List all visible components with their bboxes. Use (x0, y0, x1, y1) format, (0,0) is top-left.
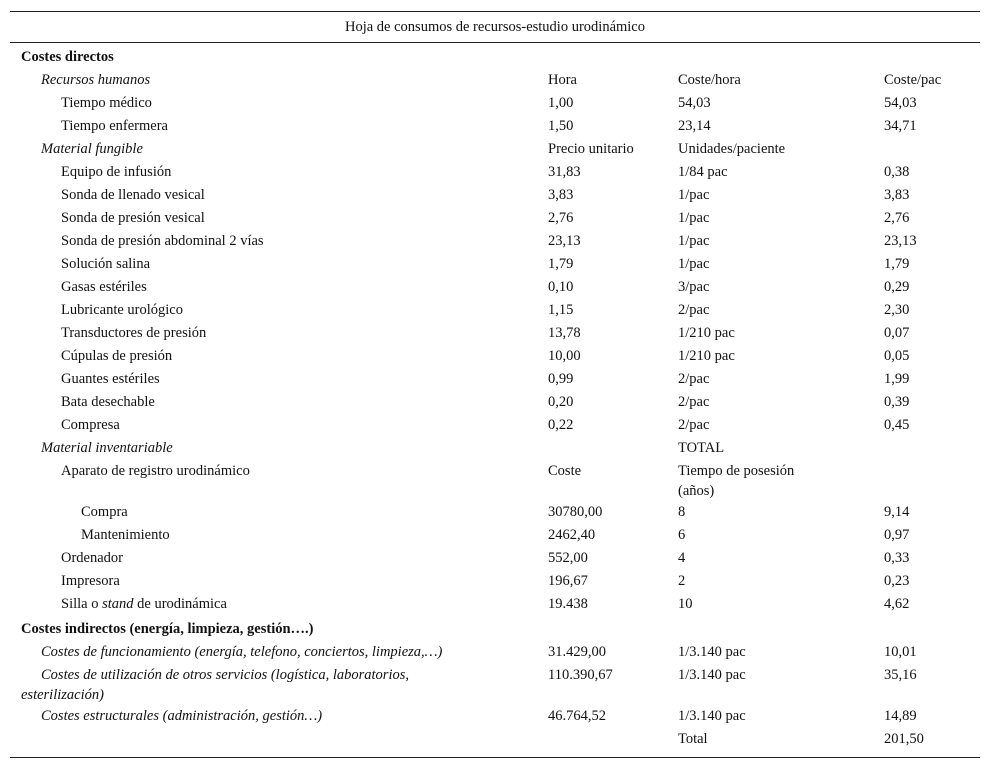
row-value-a: 552,00 (548, 550, 588, 566)
row-label: Costes estructurales (administración, gestión…) (41, 708, 323, 724)
row-value-b: 1/pac (678, 256, 710, 272)
row-label: Solución salina (61, 256, 151, 272)
human-h2: Hora (548, 72, 577, 88)
row-value-c: 1,79 (884, 256, 910, 272)
device-name: Aparato de registro urodinámico (61, 463, 250, 479)
row-label: Compresa (61, 417, 120, 433)
row-label: Cúpulas de presión (61, 348, 173, 364)
row-value-a: 30780,00 (548, 504, 603, 520)
section-indirect-label: Costes indirectos (energía, limpieza, gestión….) (21, 621, 314, 637)
row-label: Sonda de presión abdominal 2 vías (61, 233, 264, 249)
row-value-c: 0,97 (884, 527, 910, 543)
row-value-b: 54,03 (678, 95, 711, 111)
table-row (10, 322, 980, 345)
device-row (10, 460, 980, 501)
row-value-b: 2/pac (678, 394, 710, 410)
silla-c: 4,62 (884, 596, 910, 612)
inventory-total: TOTAL (678, 440, 725, 456)
inventory-header-row (10, 437, 980, 460)
row-value-a: 0,99 (548, 371, 574, 387)
table-row (10, 705, 980, 728)
row-label: Ordenador (61, 550, 124, 566)
table-row (10, 391, 980, 414)
table-row (10, 547, 980, 570)
row-value-c: 0,29 (884, 279, 910, 295)
silla-row (10, 593, 980, 616)
row-value-a: 0,20 (548, 394, 574, 410)
row-value-b: 1/210 pac (678, 325, 735, 341)
row-value-a: 110.390,67 (548, 667, 613, 683)
row-value-c: 2,30 (884, 302, 910, 318)
fungible-header-row (10, 138, 980, 161)
silla-b: 10 (678, 596, 693, 612)
row-value-c: 2,76 (884, 210, 910, 226)
row-value-a: 13,78 (548, 325, 581, 341)
row-value-a: 0,22 (548, 417, 574, 433)
row-value-b: 4 (678, 550, 686, 566)
row-value-c: 0,07 (884, 325, 910, 341)
row-value-b: 1/pac (678, 210, 710, 226)
row-value-a: 2462,40 (548, 527, 596, 543)
row-label: Bata desechable (61, 394, 155, 410)
fungible-label: Material fungible (41, 141, 143, 157)
row-value-b: 6 (678, 527, 686, 543)
human-header-row (10, 69, 980, 92)
fungible-h3: Unidades/paciente (678, 141, 786, 157)
device-h2: Coste (548, 463, 582, 479)
table-row (10, 161, 980, 184)
row-value-c: 14,89 (884, 708, 917, 724)
row-value-c: 0,33 (884, 550, 910, 566)
row-value-a: 2,76 (548, 210, 574, 226)
fungible-rows (10, 161, 980, 437)
row-value-a: 0,10 (548, 279, 574, 295)
table-row (10, 253, 980, 276)
device-h3: Tiempo de posesión (años) (678, 463, 795, 499)
device-sub-rows (10, 501, 980, 547)
human-rows (10, 92, 980, 138)
row-value-c: 1,99 (884, 371, 910, 387)
table-row (10, 414, 980, 437)
row-value-a: 10,00 (548, 348, 581, 364)
row-label: Sonda de presión vesical (61, 210, 205, 226)
section-direct-label: Costes directos (21, 49, 114, 65)
row-value-b: 1/3.140 pac (678, 667, 746, 683)
fungible-h2: Precio unitario (548, 141, 634, 157)
table-row (10, 299, 980, 322)
row-value-a: 1,00 (548, 95, 574, 111)
row-value-a: 31.429,00 (548, 644, 606, 660)
row-label: Guantes estériles (61, 371, 160, 387)
final-total-row (10, 728, 980, 751)
row-value-a: 31,83 (548, 164, 581, 180)
row-value-c: 54,03 (884, 95, 917, 111)
row-value-b: 1/3.140 pac (678, 644, 746, 660)
inventory-label: Material inventariable (41, 440, 173, 456)
table-row (10, 184, 980, 207)
final-total-value: 201,50 (884, 731, 924, 747)
row-label: Lubricante urológico (61, 302, 183, 318)
human-h3: Coste/hora (678, 72, 741, 88)
table-row (10, 524, 980, 547)
table-row (10, 276, 980, 299)
row-value-b: 3/pac (678, 279, 710, 295)
table-row (10, 230, 980, 253)
human-h4: Coste/pac (884, 72, 942, 88)
row-value-b: 1/3.140 pac (678, 708, 746, 724)
cost-table (10, 11, 980, 758)
row-label: Tiempo enfermera (61, 118, 168, 134)
row-label: Costes de funcionamiento (energía, telefono, conciertos, limpieza,…) (41, 644, 443, 660)
row-label: Tiempo médico (61, 95, 152, 111)
row-value-b: 2/pac (678, 371, 710, 387)
row-value-c: 0,45 (884, 417, 910, 433)
human-label: Recursos humanos (41, 72, 151, 88)
row-value-c: 0,39 (884, 394, 910, 410)
table-title: Hoja de consumos de recursos-estudio urodinámico (10, 12, 980, 43)
row-label: Sonda de llenado vesical (61, 187, 205, 203)
row-value-c: 35,16 (884, 667, 917, 683)
row-value-a: 1,50 (548, 118, 574, 134)
row-value-c: 0,38 (884, 164, 910, 180)
silla-a: 19.438 (548, 596, 588, 612)
row-value-c: 34,71 (884, 118, 917, 134)
row-value-b: 2/pac (678, 302, 710, 318)
row-value-c: 10,01 (884, 644, 917, 660)
table-row (10, 664, 980, 705)
table-row (10, 207, 980, 230)
row-label: Gasas estériles (61, 279, 147, 295)
table-row (10, 368, 980, 391)
row-label: Costes de utilización de otros servicios (logística, laboratorios, esterilización) (21, 667, 409, 703)
inventory-rows (10, 547, 980, 593)
row-label: Equipo de infusión (61, 164, 172, 180)
row-value-a: 196,67 (548, 573, 588, 589)
row-value-b: 2 (678, 573, 686, 589)
final-total-label: Total (678, 731, 708, 747)
row-value-a: 46.764,52 (548, 708, 606, 724)
row-value-b: 1/pac (678, 233, 710, 249)
row-value-b: 1/84 pac (678, 164, 728, 180)
row-value-c: 9,14 (884, 504, 910, 520)
row-value-c: 0,05 (884, 348, 910, 364)
row-value-b: 2/pac (678, 417, 710, 433)
section-direct-row (10, 43, 980, 69)
row-value-a: 3,83 (548, 187, 574, 203)
row-value-c: 23,13 (884, 233, 917, 249)
table-row (10, 345, 980, 368)
row-value-b: 1/pac (678, 187, 710, 203)
row-value-c: 0,23 (884, 573, 910, 589)
row-label: Compra (81, 504, 128, 520)
indirect-rows (10, 641, 980, 728)
row-value-b: 23,14 (678, 118, 711, 134)
row-value-b: 1/210 pac (678, 348, 735, 364)
table-row (10, 501, 980, 524)
table-row (10, 641, 980, 664)
row-value-c: 3,83 (884, 187, 910, 203)
table-row (10, 115, 980, 138)
silla-name: Silla o stand de urodinámica (61, 596, 227, 612)
row-value-a: 23,13 (548, 233, 581, 249)
table-row (10, 92, 980, 115)
row-label: Transductores de presión (61, 325, 207, 341)
row-value-a: 1,15 (548, 302, 574, 318)
table-row (10, 570, 980, 593)
section-indirect-row (10, 616, 980, 641)
row-value-b: 8 (678, 504, 686, 520)
row-label: Impresora (61, 573, 120, 589)
row-value-a: 1,79 (548, 256, 574, 272)
row-label: Mantenimiento (81, 527, 170, 543)
